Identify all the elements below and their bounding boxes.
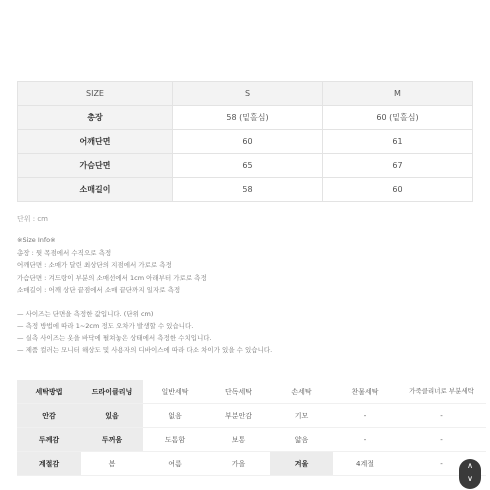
size-header-cell: S xyxy=(173,82,323,106)
care-row xyxy=(17,380,486,404)
size-value-m: 67 xyxy=(323,154,473,178)
note-line: — 측정 방법에 따라 1~2cm 정도 오차가 발생할 수 있습니다. xyxy=(17,322,194,330)
size-row-label: 가슴단면 xyxy=(18,154,173,178)
care-cell: 없음 xyxy=(143,404,207,428)
care-cell: - xyxy=(333,404,397,428)
care-cell: 단독세탁 xyxy=(207,380,270,404)
size-row xyxy=(18,106,473,130)
size-header-cell: M xyxy=(323,82,473,106)
size-value-s: 65 xyxy=(173,154,323,178)
care-cell: 도톰함 xyxy=(143,428,207,452)
care-cell: 봄 xyxy=(81,452,143,476)
care-row xyxy=(17,428,486,452)
care-row-label: 안감 xyxy=(17,404,81,428)
care-cell: 얇음 xyxy=(270,428,333,452)
care-cell: 기모 xyxy=(270,404,333,428)
care-row-label: 계절감 xyxy=(17,452,81,476)
size-info-line: 총장 : 뒷 목점에서 수직으로 측정 xyxy=(17,248,112,257)
care-cell: 두꺼움 xyxy=(81,428,143,452)
size-header-cell: SIZE xyxy=(18,82,173,106)
size-row-label: 총장 xyxy=(18,106,173,130)
care-cell: 보통 xyxy=(207,428,270,452)
note-line: — 실측 사이즈는 옷을 바닥에 펼쳐놓은 상태에서 측정한 수치입니다. xyxy=(17,334,212,342)
care-cell: 부분안감 xyxy=(207,404,270,428)
care-row-label: 두께감 xyxy=(17,428,81,452)
care-row xyxy=(17,452,486,476)
size-value-s: 60 xyxy=(173,130,323,154)
size-value-s: 58 (밑홀심) xyxy=(173,106,323,130)
care-row xyxy=(17,404,486,428)
care-cell: 가죽클리너로 부분세탁 xyxy=(397,380,486,404)
care-cell: 손세탁 xyxy=(270,380,333,404)
care-cell: - xyxy=(397,452,486,476)
note-line: — 사이즈는 단면을 측정한 값입니다. (단위 cm) xyxy=(17,310,154,318)
care-cell: - xyxy=(397,404,486,428)
chevron-down-icon[interactable]: ∨ xyxy=(467,474,473,483)
size-value-m: 60 (밑홀심) xyxy=(323,106,473,130)
care-cell: 일반세탁 xyxy=(143,380,207,404)
care-cell: 겨울 xyxy=(270,452,333,476)
size-value-m: 60 xyxy=(323,178,473,202)
size-row xyxy=(18,130,473,154)
size-info-line: 소매길이 : 어깨 상단 끝점에서 소매 끝단까지 일자로 측정 xyxy=(17,286,181,294)
measurement-notes xyxy=(17,308,272,356)
care-cell: 4계절 xyxy=(333,452,397,476)
size-info xyxy=(17,234,207,297)
care-cell: 찬물세탁 xyxy=(333,380,397,404)
care-cell: 있음 xyxy=(81,404,143,428)
size-info-title: ※Size Info※ xyxy=(17,236,56,244)
care-cell: 가을 xyxy=(207,452,270,476)
size-info-line: 어깨단면 : 소매가 달린 최상단의 지점에서 가로로 측정 xyxy=(17,261,172,269)
size-value-s: 58 xyxy=(173,178,323,202)
care-cell: - xyxy=(333,428,397,452)
care-cell: 드라이클리닝 xyxy=(81,380,143,404)
size-row-label: 어깨단면 xyxy=(18,130,173,154)
size-row xyxy=(18,178,473,202)
chevron-up-icon[interactable]: ∧ xyxy=(467,461,473,470)
scroll-buttons[interactable] xyxy=(459,459,481,489)
size-row-label: 소매길이 xyxy=(18,178,173,202)
note-line: — 제품 컬러는 모니터 해상도 및 사용자의 디바이스에 따라 다소 차이가 있을 수 있습니다. xyxy=(17,346,273,354)
size-info-line: 가슴단면 : 겨드랑이 부분의 소매선에서 1cm 아래부터 가로로 측정 xyxy=(17,273,207,282)
size-table xyxy=(17,81,473,202)
care-cell: 여름 xyxy=(143,452,207,476)
size-table-header xyxy=(18,82,473,106)
care-table xyxy=(17,380,486,476)
care-row-label: 세탁방법 xyxy=(17,380,81,404)
unit-note: 단위 : cm xyxy=(17,215,49,223)
size-row xyxy=(18,154,473,178)
size-value-m: 61 xyxy=(323,130,473,154)
care-cell: - xyxy=(397,428,486,452)
